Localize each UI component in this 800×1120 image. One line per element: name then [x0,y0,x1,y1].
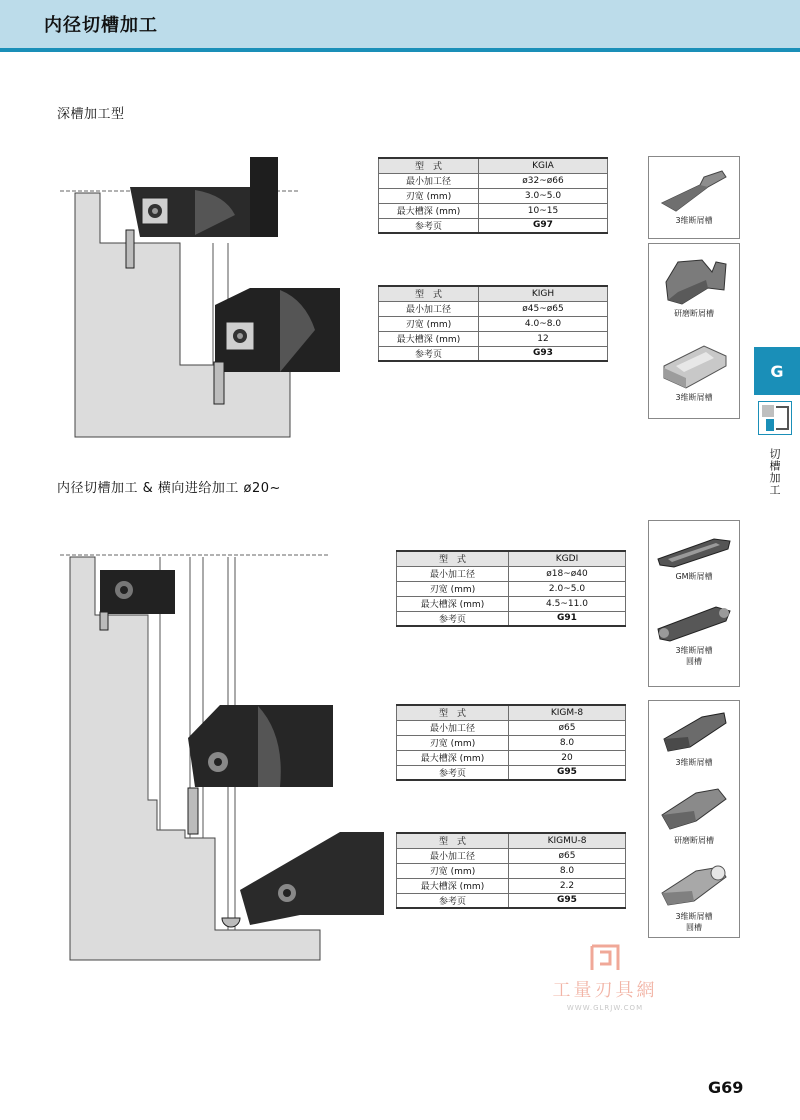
insert-box-kigm [648,700,740,938]
insert-image: 研磨断屑槽 [649,783,739,846]
table-row: 刃宽 (mm) 3.0~5.0 [379,188,608,203]
section-title-deep-groove: 深槽加工型 [57,107,125,122]
table-row: 最大槽深 (mm) 12 [379,331,608,346]
spec-table-kgdi [396,550,626,627]
table-row: 参考页 G95 [397,765,626,780]
table-row: 最大槽深 (mm) 20 [397,750,626,765]
table-row: 刃宽 (mm) 8.0 [397,735,626,750]
insert-box-kigh [648,243,740,419]
table-row: 型 式 KIGH [379,286,608,301]
spec-table-kigmu-8 [396,832,626,909]
section-tab-g[interactable]: G [754,347,800,395]
side-section-label: 切槽加工 [768,448,781,496]
table-row: 刃宽 (mm) 2.0~5.0 [397,581,626,596]
table-row: 刃宽 (mm) 8.0 [397,863,626,878]
spec-table-kigm-8 [396,704,626,781]
insert-image: 3维断屑槽 [649,336,739,403]
table-row: 型 式 KIGMU-8 [397,833,626,848]
table-row: 最小加工径 ø45~ø65 [379,301,608,316]
table-row: 最小加工径 ø32~ø66 [379,173,608,188]
section-title-internal-grooving: 内径切槽加工 & 横向进给加工 ø20~ [57,481,281,496]
insert-box-kgdi [648,520,740,687]
insert-image: 3维断屑槽 [649,165,739,226]
insert-image: 研磨断屑槽 [649,252,739,319]
spec-table-kgia [378,157,608,234]
table-row: 最小加工径 ø18~ø40 [397,566,626,581]
table-row: 型 式 KGIA [379,158,608,173]
grooving-category-icon [758,401,792,435]
table-row: 最大槽深 (mm) 2.2 [397,878,626,893]
table-row: 参考页 G95 [397,893,626,908]
table-row: 最大槽深 (mm) 4.5~11.0 [397,596,626,611]
page-number: G69 [708,1078,744,1097]
table-row: 最小加工径 ø65 [397,720,626,735]
spec-table-kigh [378,285,608,362]
watermark: 工量刃具網 WWW.GLRJW.COM [540,944,670,1012]
table-row: 最大槽深 (mm) 10~15 [379,203,608,218]
page-title: 内径切槽加工 [44,15,158,36]
insert-image: 3维断屑槽 圆槽 [649,861,739,933]
insert-image: GM断屑槽 [649,531,739,582]
table-row: 最小加工径 ø65 [397,848,626,863]
table-row: 刃宽 (mm) 4.0~8.0 [379,316,608,331]
insert-image: 3维断屑槽 圆槽 [649,599,739,667]
insert-box-kgia [648,156,740,239]
table-row: 型 式 KIGM-8 [397,705,626,720]
table-row: 参考页 G93 [379,346,608,361]
table-row: 参考页 G97 [379,218,608,233]
table-row: 参考页 G91 [397,611,626,626]
insert-image: 3维断屑槽 [649,707,739,768]
watermark-logo-icon [588,944,622,972]
table-row: 型 式 KGDI [397,551,626,566]
